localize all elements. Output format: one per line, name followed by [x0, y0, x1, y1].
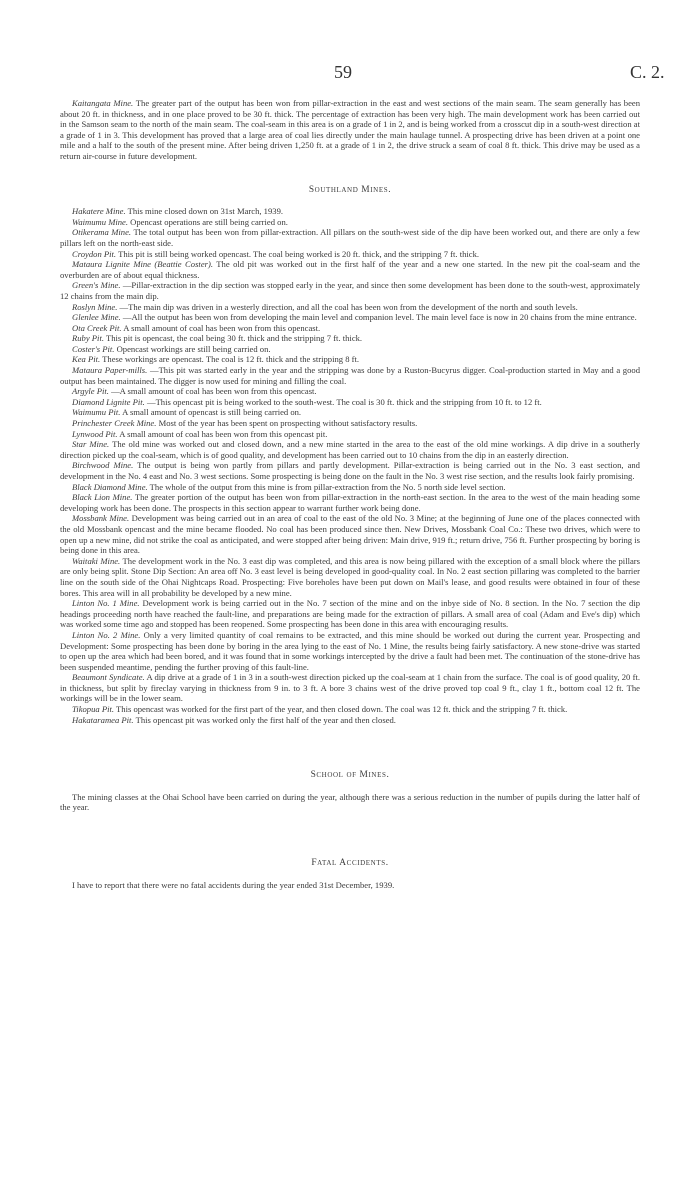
mine-name: Coster's Pit.: [72, 343, 115, 354]
mine-entry: [60, 556, 640, 598]
mine-entry: [60, 418, 640, 429]
mine-entry: [60, 513, 640, 555]
mine-entry: [60, 492, 640, 513]
southland-heading: Southland Mines.: [308, 184, 392, 195]
mine-name: Croydon Pit.: [72, 248, 117, 259]
intro-paragraph: [60, 98, 640, 162]
mine-name: Waimumu Pit.: [72, 407, 121, 418]
mine-entry: [60, 397, 640, 408]
mine-entry: [60, 429, 640, 440]
southland-entries: [60, 206, 640, 725]
mine-entry: [60, 227, 640, 248]
mine-name: Diamond Lignite Pit.: [72, 396, 145, 407]
page-reference: C. 2.: [630, 62, 665, 82]
mine-entry: [60, 217, 640, 228]
mine-text: Development was being carried out in an area of coal to the east of the old No. 3 Mine; at the beginning of June one of the places connected with the old Mossbank opencast and the mine became flooded. No coal has been produced since then. New Drives, Mossbank Coal Co.: These two drives, which were to open up a new mine, did not strike the coal as anticipated, and were stopped after being driven: Main drive, 919 ft.; return drive, 756 ft. Further prospecting by boring is being done in this area.: [60, 513, 640, 556]
mine-name: Green's Mine.: [72, 280, 121, 291]
accidents-heading: Fatal Accidents.: [311, 858, 389, 869]
mine-entry: [60, 344, 640, 355]
document-body: [60, 98, 640, 890]
mine-text: The total output has been won from pillar-extraction. All pillars on the south-west side of the dip have been worked out, and there are only a few pillars left on the north-east side.: [60, 227, 640, 248]
mine-text: —A small amount of coal has been won from this opencast.: [111, 386, 317, 397]
mine-entry: [60, 365, 640, 386]
mine-entry: [60, 333, 640, 344]
mine-entry: [60, 407, 640, 418]
mine-entry: [60, 323, 640, 334]
mine-name: Linton No. 2 Mine.: [72, 629, 141, 640]
mine-text: A small amount of coal has been won from this opencast.: [123, 322, 321, 333]
mine-entry: [60, 460, 640, 481]
mine-text: The old pit was worked out in the first half of the year and a new one started. In the new pit the coal-seam and the overburden are of about equal thickness.: [60, 259, 640, 280]
mine-text: —Pillar-extraction in the dip section was stopped early in the year, and since then some development has been done to the south-west, approximately 12 chains from the main dip.: [60, 280, 640, 301]
mine-entry: [60, 704, 640, 715]
mine-text: This opencast was worked for the first part of the year, and then closed down. The coal was 12 ft. thick and the stripping 7 ft. thick.: [116, 704, 568, 715]
mine-text: This pit is still being worked opencast. The coal being worked is 20 ft. thick, and the stripping 7 ft. thick.: [118, 248, 480, 259]
mine-text: These workings are opencast. The coal is 12 ft. thick and the stripping 8 ft.: [102, 354, 360, 365]
mine-name: Star Mine.: [72, 439, 110, 450]
mine-name: Waimumu Mine.: [72, 216, 129, 227]
mine-name: Mossbank Mine.: [72, 513, 130, 524]
mine-text: Development work is being carried out in the No. 7 section of the mine and on the inbye side of No. 8 section. In the No. 7 section the dip headings proceeding north have reached the fault-line, and preparations are being made for the extraction of pillars. A small area of coal (Adam and Eve's dip) which was worked some time ago and stopped has been reopened. Some prospecting has been done in this area with encouraging results.: [60, 598, 641, 630]
mine-text: The greater part of the output has been won from pillar-extraction in the east and west sections of the main seam. The seam generally has been about 20 ft. in thickness, and in one place proved to be 30 ft. thick. The percentage of extraction has been very high. The main development work has been carried out in the Samson seam to the north of the main seam. The coal-seam in this area is on a grade of 1 in 2, and is being worked from a crosscut dip in a south-west direction at a grade of 1 in 3. This development has proved that a large area of coal lies directly under the main haulage tunnel. A prospecting drive has been driven at a point one mile and a half to the south of the present mine. After being driven 1,250 ft. at a grade of 1 in 2, the drive struck a seam of coal 8 ft. thick. This drive may be used as a return air-course in future development.: [60, 98, 640, 161]
mine-entry: [60, 249, 640, 260]
mine-text: The development work in the No. 3 east dip was completed, and this area is now being pillared with the exception of a small block where the pillars are only being split. Stone Dip Section: An area off No. 3 east level is being developed in good-quality coal. In No. 2 east section pillaring was completed to the barrier line on the south side of the Ohai Nightcaps Road. Prospecting: Five boreholes have been put down on Mail's lease, and good results were obtained in four of these bores. This area will in all probability be developed by a new mine.: [60, 555, 640, 598]
mine-entry: [60, 598, 640, 630]
mine-text: The whole of the output from this mine is from pillar-extraction from the No. 5 north side level section.: [149, 481, 506, 492]
school-paragraph: The mining classes at the Ohai School have been carried on during the year, although there was a serious reduction in the number of pupils during the latter half of the year.: [60, 791, 640, 813]
mine-entry: [60, 482, 640, 493]
mine-entry: [60, 630, 640, 672]
mine-entry: [60, 302, 640, 313]
mine-entry: [60, 386, 640, 397]
mine-text: The greater portion of the output has been won from pillar-extraction in the north-east section. In the area to the west of the main heading some developing work has been done. The prospects in this section appear to warrant further work being done.: [60, 492, 640, 513]
mine-text: The output is being won partly from pillars and partly development. Pillar-extraction is being carried out in the No. 3 east section, and development in the No. 4 east and No. 3 west sections. Some prospecting is being done on the fault in the No. 3 west rise section, and the results look fairly promising.: [60, 460, 640, 481]
mine-name: Hakataramea Pit.: [72, 714, 134, 725]
mine-text: —This pit was started early in the year and the stripping was done by a Ruston-Bucyrus digger. Coal-production started in May and a good output has been maintained. The digger is now used for mining and filling the coal.: [60, 365, 640, 386]
mine-entry: [60, 354, 640, 365]
mine-entry: [60, 715, 640, 726]
accidents-paragraph: I have to report that there were no fatal accidents during the year ended 31st December, 1939.: [72, 879, 395, 890]
mine-name: Ota Creek Pit.: [72, 322, 122, 333]
mine-entry: [60, 312, 640, 323]
mine-text: The old mine was worked out and closed down, and a new mine started in the area to the east of the old mine workings. A dip drive in a southerly direction picked up the coal-seam, which is of good quality, and development has been carried out to 10 chains from the dip in an easterly direction.: [60, 439, 640, 460]
mine-name: Kaitangata Mine.: [72, 98, 134, 108]
mine-name: Beaumont Syndicate.: [72, 672, 145, 683]
mine-name: Kea Pit.: [72, 354, 101, 365]
mine-name: Mataura Paper-mills.: [72, 365, 148, 376]
school-heading: School of Mines.: [310, 770, 390, 781]
mine-entry: [60, 439, 640, 460]
mine-text: This pit is opencast, the coal being 30 ft. thick and the stripping 7 ft. thick.: [105, 333, 363, 344]
mine-text: Only a very limited quantity of coal remains to be extracted, and this mine should be worked out during the current year. Prospecting and Development: Some prospecting has been done by boring in the area lying to the east of No. 1 Mine, the results being fairly satisfactory. A new stone-drive was started to open up the area which had been bored, and it was found that in some workings intercepted by the drive a fault had been met. The continuation of the stone-drive has been suspended meantime, pending the further proving of this fault-line.: [60, 629, 641, 672]
mine-name: Lynwood Pit.: [72, 428, 118, 439]
mine-name: Tikopua Pit.: [72, 704, 115, 715]
mine-name: Hakatere Mine.: [72, 206, 126, 217]
mine-name: Ruby Pit.: [72, 333, 104, 344]
mine-name: Princhester Creek Mine.: [72, 418, 157, 429]
mine-name: Otikerama Mine.: [72, 227, 132, 238]
mine-name: Black Diamond Mine.: [72, 481, 148, 492]
mine-name: Linton No. 1 Mine.: [72, 598, 140, 609]
mine-text: Most of the year has been spent on prospecting without satisfactory results.: [158, 418, 418, 429]
mine-text: Opencast operations are still being carried on.: [130, 216, 288, 227]
mine-text: Opencast workings are still being carried on.: [116, 343, 271, 354]
mine-text: —The main dip was driven in a westerly direction, and all the coal has been won from the development of the north and south levels.: [119, 301, 578, 312]
mine-entry: [60, 206, 640, 217]
page-number: 59: [334, 62, 352, 82]
mine-name: Black Lion Mine.: [72, 492, 133, 503]
mine-entry: [60, 259, 640, 280]
mine-name: Waitaki Mine.: [72, 555, 121, 566]
mine-entry: [60, 280, 640, 301]
mine-text: A small amount of opencast is still being carried on.: [122, 407, 302, 418]
mine-name: Birchwood Mine.: [72, 460, 134, 471]
mine-text: A dip drive at a grade of 1 in 3 in a south-west direction picked up the coal-seam at 1 chain from the surface. The coal is of good quality, 20 ft. in thickness, but split by fireclay varying in thickness from 9 in. to 3 ft. A bore 3 chains west of the drive proved top coal 9 ft., clay 1 ft., bottom coal 12 ft. The workings will be in the lower seam.: [60, 672, 640, 704]
mine-name: Argyle Pit.: [72, 386, 109, 397]
mine-name: Roslyn Mine.: [72, 301, 118, 312]
mine-name: Glenlee Mine.: [72, 312, 121, 323]
mine-text: —This opencast pit is being worked to the south-west. The coal is 30 ft. thick and the stripping from 10 ft. to 12 ft.: [146, 396, 542, 407]
mine-text: —All the output has been won from developing the main level and companion level. The main level face is now in 20 chains from the mine entrance.: [122, 312, 637, 323]
mine-name: Mataura Lignite Mine (Beattie Coster).: [72, 259, 213, 270]
mine-text: This mine closed down on 31st March, 1939.: [127, 206, 284, 217]
mine-text: A small amount of coal has been won from this opencast pit.: [119, 428, 328, 439]
mine-entry: [60, 672, 640, 704]
mine-text: This opencast pit was worked only the first half of the year and then closed.: [135, 714, 396, 725]
